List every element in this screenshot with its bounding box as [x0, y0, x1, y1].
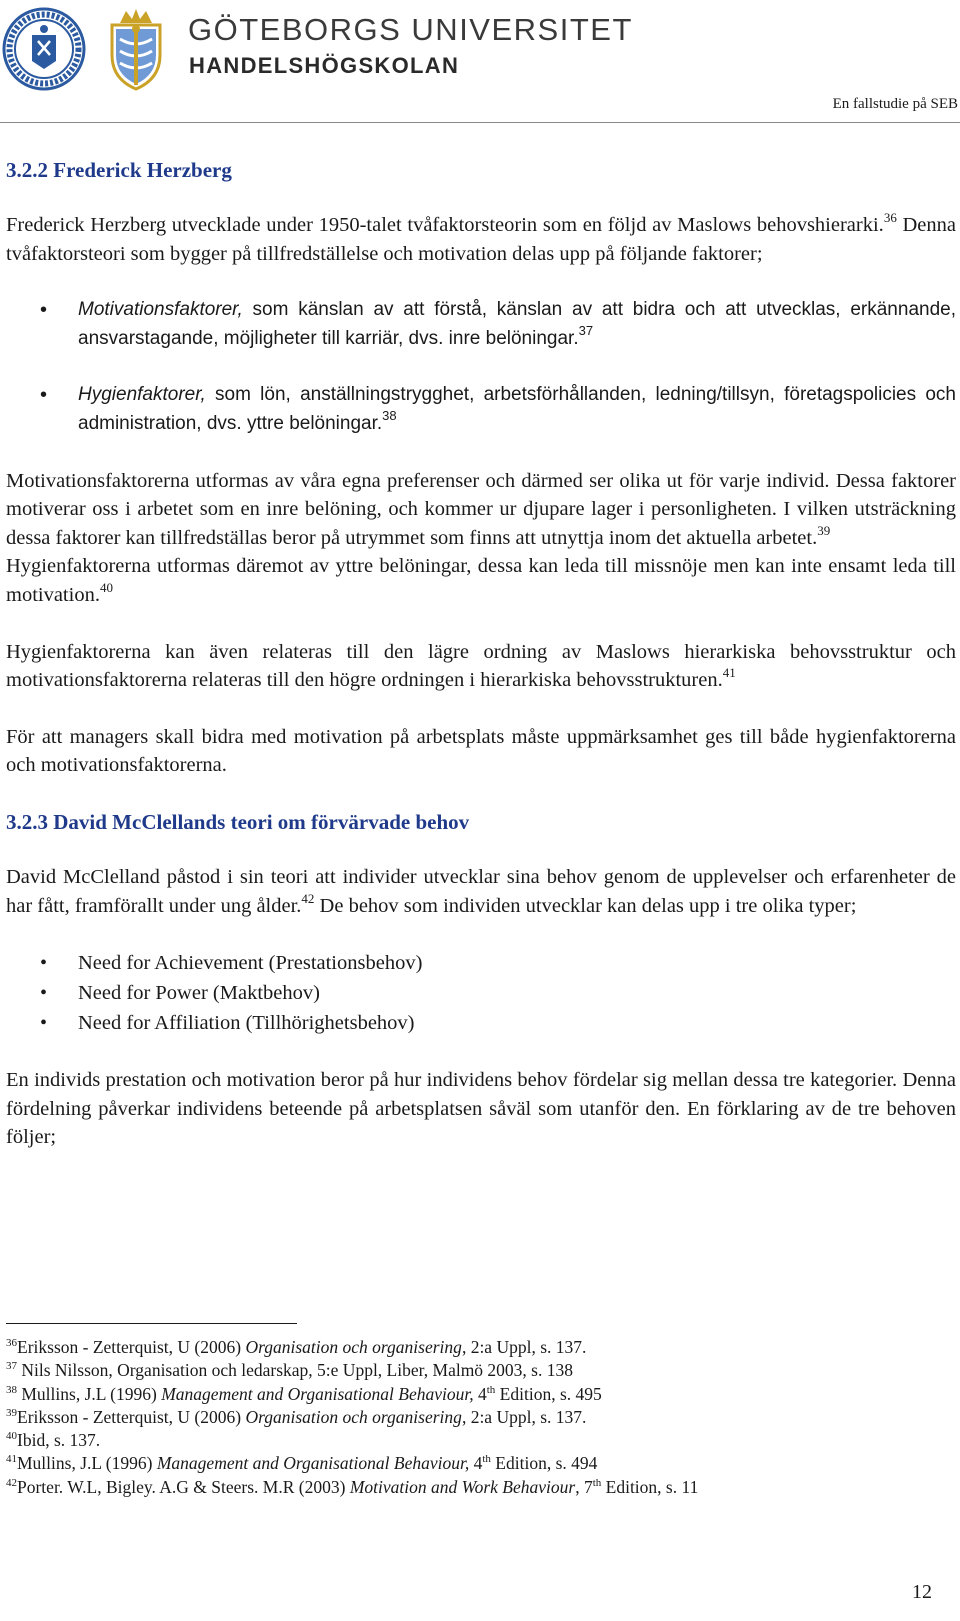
term-label: Motivationsfaktorer,: [78, 299, 243, 321]
footnote-text: Eriksson - Zetterquist, U (2006): [17, 1337, 246, 1357]
ordinal-suffix: th: [592, 1476, 602, 1489]
footnote-text: Ibid, s. 137.: [17, 1430, 101, 1451]
list-item-affiliation: [6, 1008, 956, 1038]
footnote-number: 39: [6, 1406, 17, 1419]
motivation-factors-paragraph: [6, 467, 956, 553]
footnote-text: , 2:a Uppl, s. 137.: [461, 1406, 587, 1427]
need-label: Need for Affiliation (Tillhörighetsbehov): [78, 1012, 415, 1035]
bullet-icon: •: [40, 952, 48, 975]
list-item-power: [6, 978, 956, 1008]
distribution-paragraph: En individs prestation och motivation beror på hur individens behov fördelar sig mellan dessa tre kategorier. Denna fördelning påverkar individens beteende på arbetsplatsen såväl som utanför den. En förklaring av de tre behoven följer;: [6, 1069, 956, 1149]
intro-text-a: Frederick Herzberg utvecklade under 1950-talet tvåfaktorsteorin som en följd av Maslows behovshierarki.: [6, 214, 884, 236]
bullet-icon: •: [40, 384, 48, 407]
footnote-text: Porter. W.L, Bigley. A.G & Steers. M.R (2003): [17, 1476, 350, 1497]
footnote-ref-39[interactable]: 39: [817, 522, 831, 538]
footnote-number: 41: [6, 1453, 17, 1466]
bullet-icon: •: [40, 982, 48, 1005]
footnote-text: Edition, s. 495: [495, 1383, 602, 1404]
paragraph-text: De behov som individen utvecklar kan delas upp i tre olika typer;: [314, 894, 857, 917]
mcclelland-intro-paragraph: [6, 863, 956, 920]
footnote-ref-38[interactable]: 38: [382, 407, 397, 423]
ordinal-suffix: th: [486, 1383, 496, 1396]
needs-list: [6, 948, 956, 1038]
factor-list: [6, 296, 956, 438]
footnote-title: Organisation och organisering: [245, 1337, 462, 1357]
footnote-41: [6, 1452, 956, 1475]
page-header: [0, 0, 960, 120]
ordinal-suffix: th: [482, 1453, 491, 1466]
footnote-text: , 7: [575, 1476, 593, 1497]
intro-text-b: Denna tvåfaktorsteori som bygger på tillfredställelse och motivation delas upp på följande faktorer;: [6, 214, 956, 265]
need-label: Need for Power (Maktbehov): [78, 982, 320, 1005]
list-item-hygiene-factors: [6, 381, 956, 438]
footnotes-block: [6, 1336, 956, 1499]
footnote-ref-36[interactable]: 36: [883, 210, 897, 225]
footnote-ref-41[interactable]: 41: [722, 665, 736, 681]
section-heading-3-2-3: 3.2.3 David McClellands teori om förvärvade behov: [6, 809, 470, 834]
footnote-36: [6, 1336, 956, 1359]
footnote-39: [6, 1406, 956, 1429]
footnote-text: Nils Nilsson, Organisation och ledarskap, 5:e Uppl, Liber, Malmö 2003, s. 138: [17, 1360, 573, 1381]
footnote-number: 42: [6, 1476, 17, 1489]
footnote-number: 37: [6, 1360, 17, 1373]
footnote-text: Mullins, J.L (1996): [17, 1383, 162, 1404]
running-title: En fallstudie på SEB: [832, 96, 958, 112]
footnote-text: 4: [469, 1453, 483, 1474]
managers-paragraph: För att managers skall bidra med motivation på arbetsplats måste uppmärksamhet ges till både hygienfaktorerna och motivationsfaktorerna.: [6, 725, 956, 777]
paragraph-text: Motivationsfaktorerna utformas av våra egna preferenser och därmed ser olika ut för varje individ. Dessa faktorer motiverar oss i arbetet som en inre belöning, och kommer ur djupare lager i personligheten. I vilken utsträckning dessa faktorer kan tillfredställas beror på utrymmet som finns att utnyttja inom det aktuella arbetet.: [6, 469, 956, 549]
footnote-42: [6, 1476, 956, 1499]
footnote-title: Management and Organisational Behaviour,: [156, 1453, 470, 1474]
paragraph-text: Hygienfaktorerna utformas däremot av yttre belöningar, dessa kan leda till missnöje men kan inte ensamt leda till motivation.: [6, 555, 956, 606]
bullet-icon: •: [40, 1012, 48, 1035]
footnote-ref-42[interactable]: 42: [301, 890, 315, 906]
footnote-title: Organisation och organisering: [245, 1406, 462, 1427]
footnote-37: [6, 1359, 956, 1382]
footnote-ref-37[interactable]: 37: [578, 322, 594, 338]
footnote-text: Eriksson - Zetterquist, U (2006): [17, 1406, 246, 1427]
paragraph-text: David McClelland påstod i sin teori att individer utvecklar sina behov genom de upplevelser och erfarenheter de har fått, framförallt under ung ålder.: [6, 865, 956, 917]
school-wordmark: HANDELSHÖGSKOLAN: [189, 53, 460, 78]
footnote-title: Motivation and Work Behaviour: [349, 1476, 576, 1497]
footnote-number: 38: [6, 1383, 17, 1396]
footnote-number: 36: [6, 1337, 17, 1349]
section-heading-3-2-2: 3.2.2 Frederick Herzberg: [6, 158, 232, 182]
term-description: som känslan av att förstå, känslan av att bidra och att utvecklas, erkännande, ansvarstagande, möjligheter till karriär, dvs. inre belöningar.: [78, 299, 956, 349]
university-wordmark: GÖTEBORGS UNIVERSITET: [188, 12, 633, 47]
hygiene-factors-paragraph: [6, 552, 956, 609]
footnote-text: Edition, s. 11: [601, 1476, 699, 1497]
footnote-divider: [6, 1323, 297, 1324]
bullet-icon: •: [40, 299, 48, 322]
term-description: som lön, anställningstrygghet, arbetsförhållanden, ledning/tillsyn, företagspolicies och administration, dvs. yttre belöningar.: [78, 384, 956, 434]
university-seal-logo: [2, 7, 86, 91]
paragraph-text: Hygienfaktorerna kan även relateras till den lägre ordning av Maslows hierarkiska behovsstruktur och motivationsfaktorerna relateras till den högre ordningen i hierarkiska behovsstrukturen.: [6, 640, 956, 692]
footnote-number: 40: [6, 1430, 17, 1443]
herzberg-intro-paragraph: [6, 211, 956, 268]
header-divider: [0, 122, 960, 123]
footnote-text: Mullins, J.L (1996): [17, 1453, 157, 1474]
footnote-38: [6, 1383, 956, 1406]
list-item-motivation-factors: [6, 296, 956, 353]
handelshogskolan-crest-logo: [98, 5, 174, 91]
footnote-40: [6, 1429, 956, 1452]
footnote-title: Management and Organisational Behaviour,: [161, 1383, 474, 1404]
need-label: Need for Achievement (Prestationsbehov): [78, 952, 423, 975]
footnote-text: , 2:a Uppl, s. 137.: [461, 1337, 587, 1357]
main-content: [6, 156, 956, 1152]
footnote-text: Edition, s. 494: [490, 1453, 598, 1474]
list-item-achievement: [6, 948, 956, 978]
footnote-ref-40[interactable]: 40: [99, 579, 113, 595]
page-number: 12: [912, 1581, 932, 1603]
footnote-text: 4: [473, 1383, 487, 1404]
hierarchy-paragraph: [6, 638, 956, 695]
term-label: Hygienfaktorer,: [78, 384, 206, 406]
